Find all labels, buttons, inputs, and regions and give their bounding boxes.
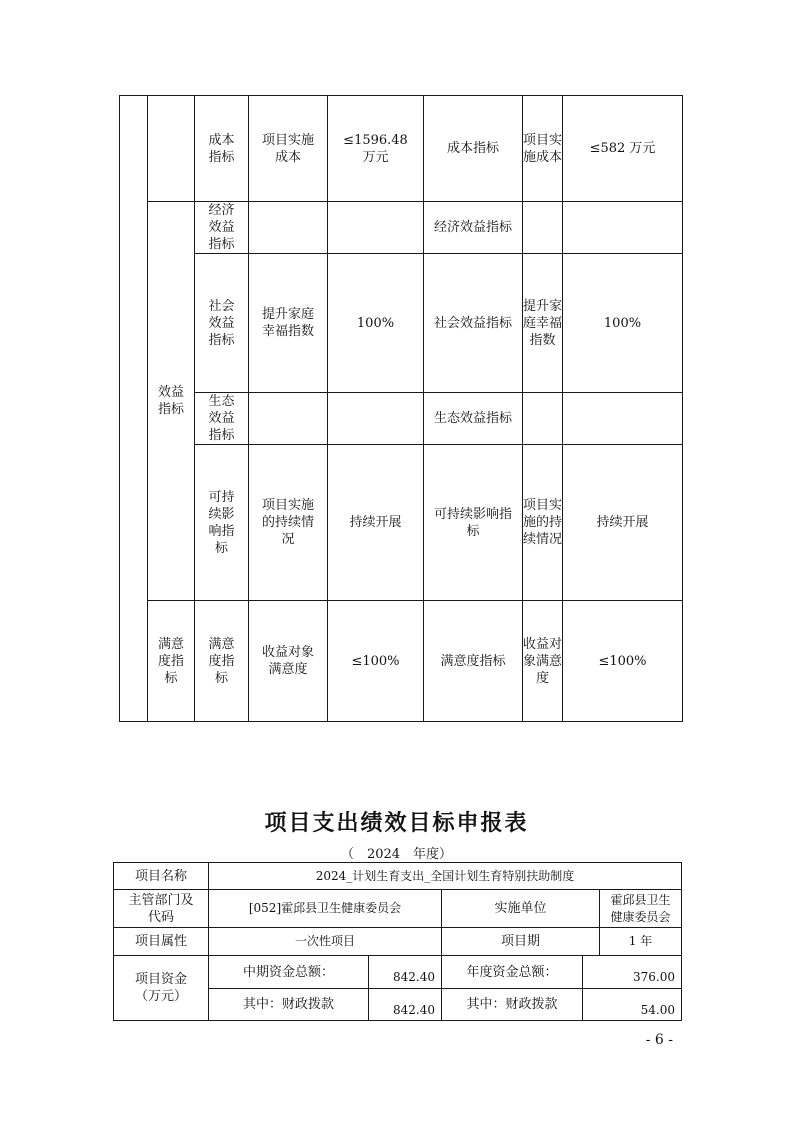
cost-sub-indicator: 成本 指标 bbox=[208, 132, 235, 165]
satisfaction-group-label: 满意 度指 标 bbox=[157, 636, 184, 686]
mid-fin-value: 842.40 bbox=[393, 1003, 435, 1017]
sustain-sub-indicator: 可持 续影 响指 标 bbox=[208, 489, 235, 556]
cost-indicator-value: ≤1596.48 万元 bbox=[343, 132, 408, 165]
social-indicator-value2: 100% bbox=[603, 315, 642, 331]
sustain-indicator-col6: 项目实施的持续情况 bbox=[523, 498, 563, 547]
cost-indicator-col6: 项目实施成本 bbox=[523, 132, 563, 165]
satisfaction-indicator-name: 收益对象 满意度 bbox=[261, 645, 314, 677]
satisfaction-indicator-name2: 满意度指标 bbox=[440, 653, 506, 669]
impl-unit-label: 实施单位 bbox=[494, 901, 547, 916]
economic-sub-indicator: 经济 效益 指标 bbox=[208, 203, 235, 252]
benefit-group-label: 效益 指标 bbox=[157, 385, 184, 417]
year-fin-value: 54.00 bbox=[640, 1003, 675, 1017]
mid-total-label: 中期资金总额： bbox=[242, 964, 334, 980]
social-sub-indicator: 社会 效益 指标 bbox=[208, 298, 235, 348]
project-name-label: 项目名称 bbox=[134, 868, 187, 884]
cost-indicator-name2: 成本指标 bbox=[446, 141, 499, 156]
cost-indicator-name: 项目实施 成本 bbox=[261, 132, 314, 165]
social-indicator-name: 提升家庭 幸福指数 bbox=[261, 307, 314, 339]
period-label: 项目期 bbox=[500, 934, 540, 949]
project-name-value: 2024_计划生育支出_全国计划生育特别扶助制度 bbox=[315, 868, 575, 883]
period-value: 1 年 bbox=[628, 934, 653, 948]
attr-label: 项目属性 bbox=[134, 934, 187, 949]
sustain-indicator-value2: 持续开展 bbox=[596, 515, 649, 530]
social-indicator-col6: 提升家庭幸福指数 bbox=[523, 298, 563, 348]
eco-indicator-name2: 生态效益指标 bbox=[433, 411, 512, 426]
attr-value: 一次性项目 bbox=[294, 934, 355, 948]
impl-unit-value: 霍邱县卫生 健康委员会 bbox=[610, 892, 671, 924]
sustain-indicator-value: 持续开展 bbox=[349, 515, 402, 530]
mid-total-value: 842.40 bbox=[393, 970, 435, 984]
funds-label: 项目资金 （万元） bbox=[134, 972, 187, 1004]
year-line: （ 2024 年度） bbox=[340, 847, 453, 862]
satisfaction-indicator-col6: 收益对象满意度 bbox=[523, 636, 563, 686]
year-fin-label: 其中：财政拨款 bbox=[466, 997, 558, 1012]
eco-sub-indicator: 生态 效益 指标 bbox=[208, 394, 235, 443]
satisfaction-sub-indicator: 满意 度指 标 bbox=[208, 636, 235, 686]
year-total-label: 年度资金总额： bbox=[466, 964, 558, 980]
page-title: 项目支出绩效目标申报表 bbox=[264, 811, 529, 836]
dept-value: [052]霍邱县卫生健康委员会 bbox=[248, 901, 402, 915]
satisfaction-indicator-value2: ≤100% bbox=[598, 653, 647, 669]
cost-indicator-value2: ≤582 万元 bbox=[589, 141, 656, 156]
mid-fin-label: 其中：财政拨款 bbox=[242, 997, 334, 1012]
satisfaction-indicator-value: ≤100% bbox=[351, 653, 400, 669]
economic-indicator-name2: 经济效益指标 bbox=[433, 220, 512, 235]
sustain-indicator-name: 项目实施 的持续情 况 bbox=[261, 498, 314, 547]
page-number: - 6 - bbox=[645, 1032, 673, 1048]
social-indicator-value: 100% bbox=[356, 315, 395, 331]
sustain-indicator-name2: 可持续影响指 标 bbox=[433, 506, 512, 539]
dept-label: 主管部门及 代码 bbox=[128, 892, 194, 925]
year-total-value: 376.00 bbox=[633, 970, 675, 984]
social-indicator-name2: 社会效益指标 bbox=[433, 315, 512, 331]
